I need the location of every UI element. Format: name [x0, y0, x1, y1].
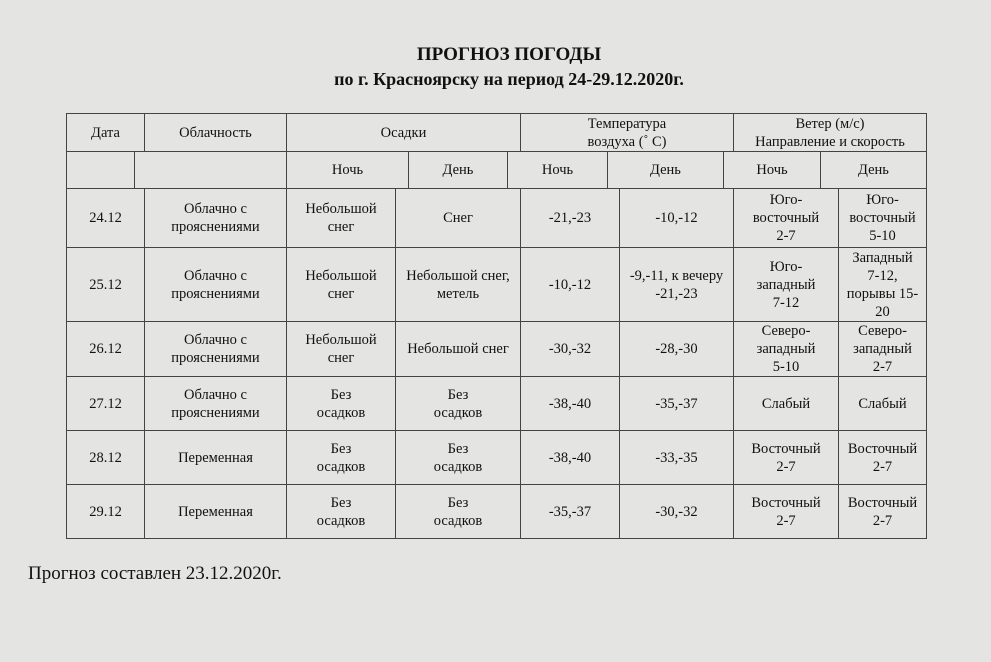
cell-wind-night: Северо- западный 5-10 — [734, 322, 839, 377]
cell-temp-day: -33,-35 — [620, 431, 734, 485]
cell-temp-night: -21,-23 — [521, 189, 620, 248]
cell-date: 27.12 — [67, 377, 145, 431]
subheader-blank — [67, 152, 135, 189]
cell-date: 25.12 — [67, 248, 145, 322]
cell-cloud: Облачно с прояснениями — [145, 189, 287, 248]
cell-date: 28.12 — [67, 431, 145, 485]
cell-wind-night: Восточный 2-7 — [734, 485, 839, 539]
cell-precip-day: Снег — [396, 189, 521, 248]
cell-cloud: Переменная — [145, 485, 287, 539]
page-title: ПРОГНОЗ ПОГОДЫ — [416, 44, 602, 65]
subheader-precip-day: День — [409, 152, 508, 189]
subheader-wind-night: Ночь — [724, 152, 821, 189]
cell-precip-night: Без осадков — [287, 485, 396, 539]
header-wind: Ветер (м/с) Направление и скорость — [734, 114, 927, 152]
cell-precip-night: Небольшой снег — [287, 248, 396, 322]
cell-wind-day: Слабый — [839, 377, 927, 431]
cell-temp-day: -10,-12 — [620, 189, 734, 248]
cell-temp-night: -38,-40 — [521, 377, 620, 431]
cell-temp-night: -10,-12 — [521, 248, 620, 322]
cell-temp-night: -35,-37 — [521, 485, 620, 539]
cell-precip-day: Небольшой снег, метель — [396, 248, 521, 322]
cell-precip-day: Без осадков — [396, 431, 521, 485]
cell-precip-day: Без осадков — [396, 485, 521, 539]
cell-cloud: Облачно с прояснениями — [145, 377, 287, 431]
page-subtitle: по г. Красноярску на период 24-29.12.2020г. — [334, 69, 684, 89]
cell-precip-day: Без осадков — [396, 377, 521, 431]
subheader-blank — [135, 152, 287, 189]
cell-date: 26.12 — [67, 322, 145, 377]
forecast-table — [66, 113, 927, 539]
cell-cloud: Переменная — [145, 431, 287, 485]
cell-wind-day: Восточный 2-7 — [839, 485, 927, 539]
cell-wind-day: Западный 7-12, порывы 15- 20 — [839, 248, 927, 322]
cell-temp-night: -38,-40 — [521, 431, 620, 485]
cell-date: 29.12 — [67, 485, 145, 539]
cell-date: 24.12 — [67, 189, 145, 248]
subheader-wind-day: День — [821, 152, 927, 189]
header-date: Дата — [67, 114, 145, 152]
cell-temp-night: -30,-32 — [521, 322, 620, 377]
cell-temp-day: -35,-37 — [620, 377, 734, 431]
cell-precip-night: Небольшой снег — [287, 189, 396, 248]
cell-wind-night: Восточный 2-7 — [734, 431, 839, 485]
header-cloud: Облачность — [145, 114, 287, 152]
cell-wind-day: Северо- западный 2-7 — [839, 322, 927, 377]
cell-precip-day: Небольшой снег — [396, 322, 521, 377]
cell-wind-night: Слабый — [734, 377, 839, 431]
cell-wind-night: Юго- западный 7-12 — [734, 248, 839, 322]
cell-wind-night: Юго- восточный 2-7 — [734, 189, 839, 248]
cell-wind-day: Юго- восточный 5-10 — [839, 189, 927, 248]
cell-wind-day: Восточный 2-7 — [839, 431, 927, 485]
cell-temp-day: -28,-30 — [620, 322, 734, 377]
subheader-precip-night: Ночь — [287, 152, 409, 189]
cell-precip-night: Без осадков — [287, 431, 396, 485]
cell-temp-day: -30,-32 — [620, 485, 734, 539]
header-precip: Осадки — [287, 114, 521, 152]
cell-cloud: Облачно с прояснениями — [145, 248, 287, 322]
subheader-temp-day: День — [608, 152, 724, 189]
header-temp: Температура воздуха (˚ С) — [521, 114, 734, 152]
cell-temp-day: -9,-11, к вечеру -21,-23 — [620, 248, 734, 322]
subheader-temp-night: Ночь — [508, 152, 608, 189]
footer-note: Прогноз составлен 23.12.2020г. — [28, 563, 282, 584]
cell-cloud: Облачно с прояснениями — [145, 322, 287, 377]
cell-precip-night: Без осадков — [287, 377, 396, 431]
cell-precip-night: Небольшой снег — [287, 322, 396, 377]
